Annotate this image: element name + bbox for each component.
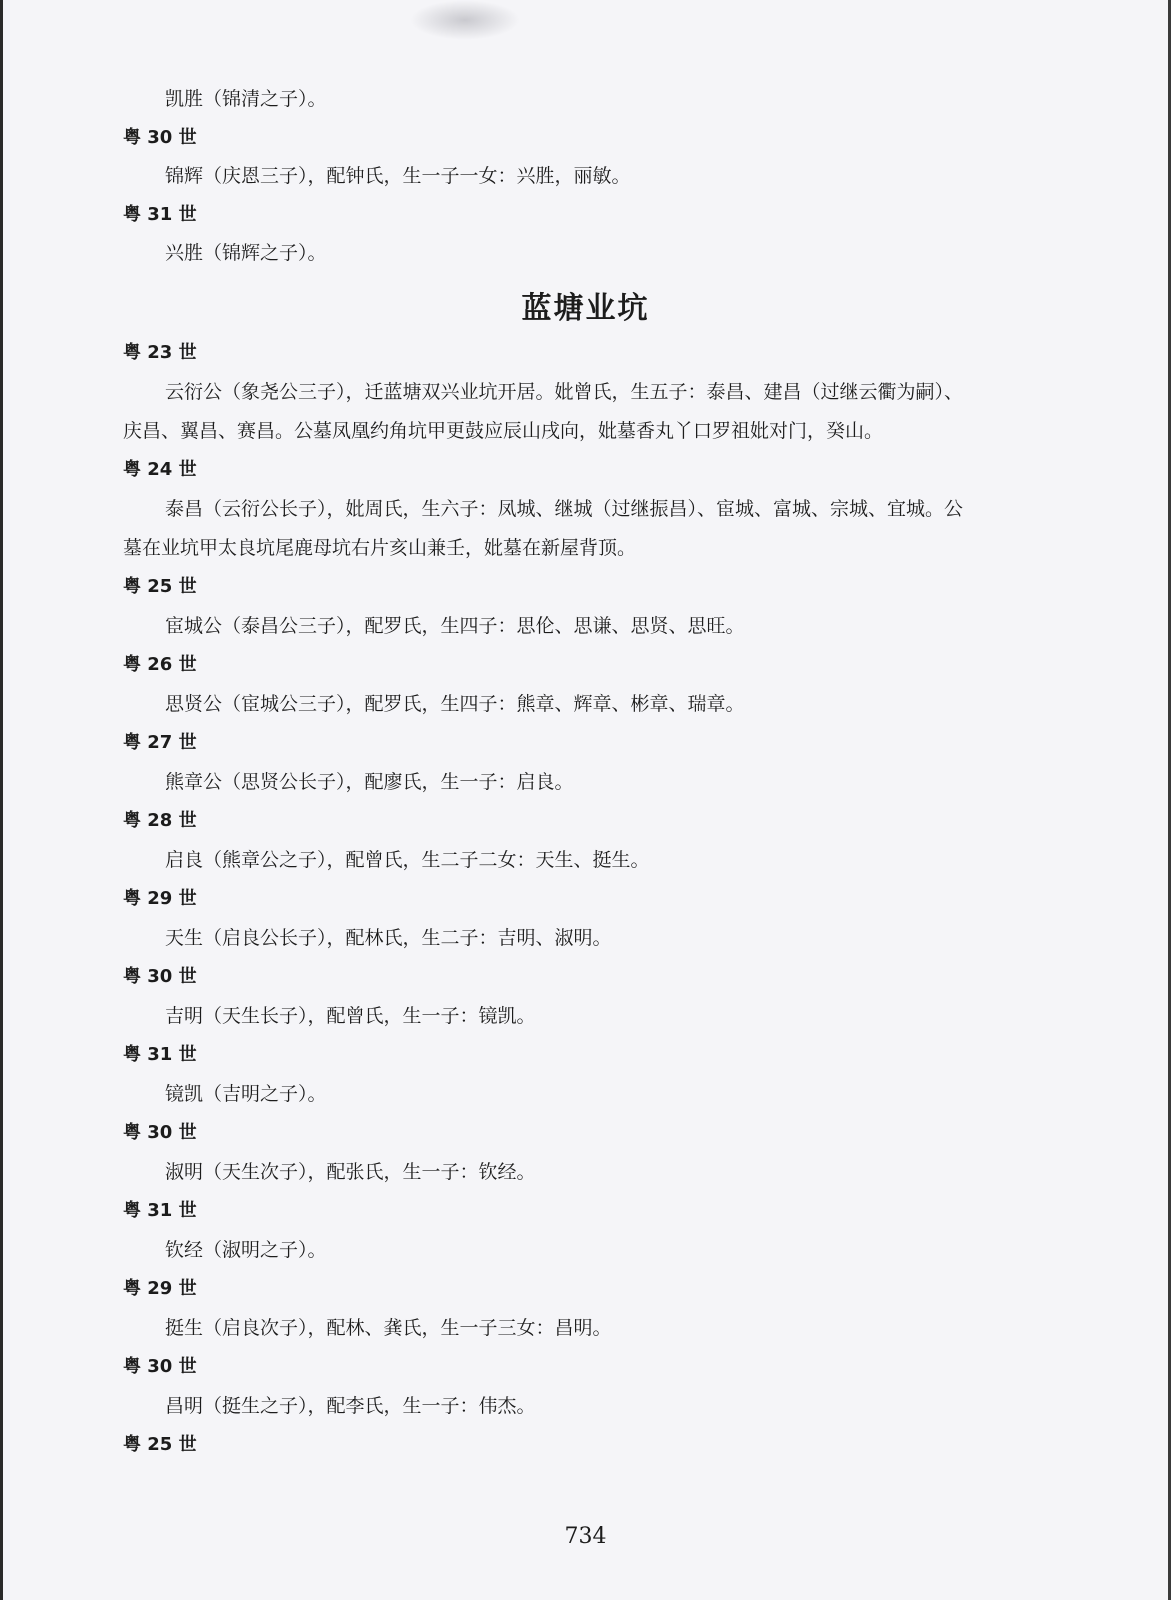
generation-heading: 粤 25 世 xyxy=(123,576,197,597)
generation-heading: 粤 25 世 xyxy=(123,1434,197,1455)
generation-heading: 粤 31 世 xyxy=(123,1200,197,1221)
generation-heading: 粤 31 世 xyxy=(123,204,197,225)
section-title: 蓝塘业坑 xyxy=(521,291,650,326)
entry-line: 淑明（天生次子），配张氏，生一子：钦经。 xyxy=(165,1161,536,1183)
entry-line: 镜凯（吉明之子）。 xyxy=(165,1083,327,1105)
generation-heading: 粤 31 世 xyxy=(123,1044,197,1065)
scan-edge-left xyxy=(0,0,3,1600)
entry-line: 云衍公（象尧公三子），迁蓝塘双兴业坑开居。妣曾氏，生五子：泰昌、建昌（过继云衢为嗣）、 xyxy=(165,381,964,403)
generation-heading: 粤 26 世 xyxy=(123,654,197,675)
entry-continuation: 庆昌、翼昌、赛昌。公墓凤凰约角坑甲更鼓应辰山戌向，妣墓香丸丫口罗祖妣对门，癸山。 xyxy=(123,420,884,442)
generation-heading: 粤 30 世 xyxy=(123,1356,197,1377)
entry-line: 天生（启良公长子），配林氏，生二子：吉明、淑明。 xyxy=(165,927,612,949)
entry-line: 昌明（挺生之子），配李氏，生一子：伟杰。 xyxy=(165,1395,536,1417)
generation-heading: 粤 30 世 xyxy=(123,127,197,148)
entry-continuation: 墓在业坑甲太良坑尾鹿母坑右片亥山兼壬，妣墓在新屋背顶。 xyxy=(123,537,637,559)
generation-heading: 粤 30 世 xyxy=(123,966,197,987)
entry-line: 钦经（淑明之子）。 xyxy=(165,1239,327,1261)
entry-line: 凯胜（锦清之子）。 xyxy=(165,88,327,110)
generation-heading: 粤 29 世 xyxy=(123,888,197,909)
entry-line: 启良（熊章公之子），配曾氏，生二子二女：天生、挺生。 xyxy=(165,849,650,871)
entry-line: 泰昌（云衍公长子），妣周氏，生六子：凤城、继城（过继振昌）、宦城、富城、宗城、宜城。公 xyxy=(165,498,964,520)
generation-heading: 粤 28 世 xyxy=(123,810,197,831)
entry-line: 兴胜（锦辉之子）。 xyxy=(165,242,327,264)
entry-line: 吉明（天生长子），配曾氏，生一子：镜凯。 xyxy=(165,1005,536,1027)
generation-heading: 粤 24 世 xyxy=(123,459,197,480)
entry-line: 锦辉（庆恩三子），配钟氏，生一子一女：兴胜，丽敏。 xyxy=(165,165,631,187)
generation-heading: 粤 29 世 xyxy=(123,1278,197,1299)
generation-heading: 粤 23 世 xyxy=(123,342,197,363)
scan-smudge xyxy=(410,0,520,40)
page-number: 734 xyxy=(564,1524,607,1549)
entry-line: 挺生（启良次子），配林、龚氏，生一子三女：昌明。 xyxy=(165,1317,612,1339)
entry-line: 熊章公（思贤公长子），配廖氏，生一子：启良。 xyxy=(165,771,574,793)
entry-line: 思贤公（宦城公三子），配罗氏，生四子：熊章、辉章、彬章、瑞章。 xyxy=(165,693,745,715)
entry-line: 宦城公（泰昌公三子），配罗氏，生四子：思伦、思谦、思贤、思旺。 xyxy=(165,615,745,637)
generation-heading: 粤 30 世 xyxy=(123,1122,197,1143)
generation-heading: 粤 27 世 xyxy=(123,732,197,753)
